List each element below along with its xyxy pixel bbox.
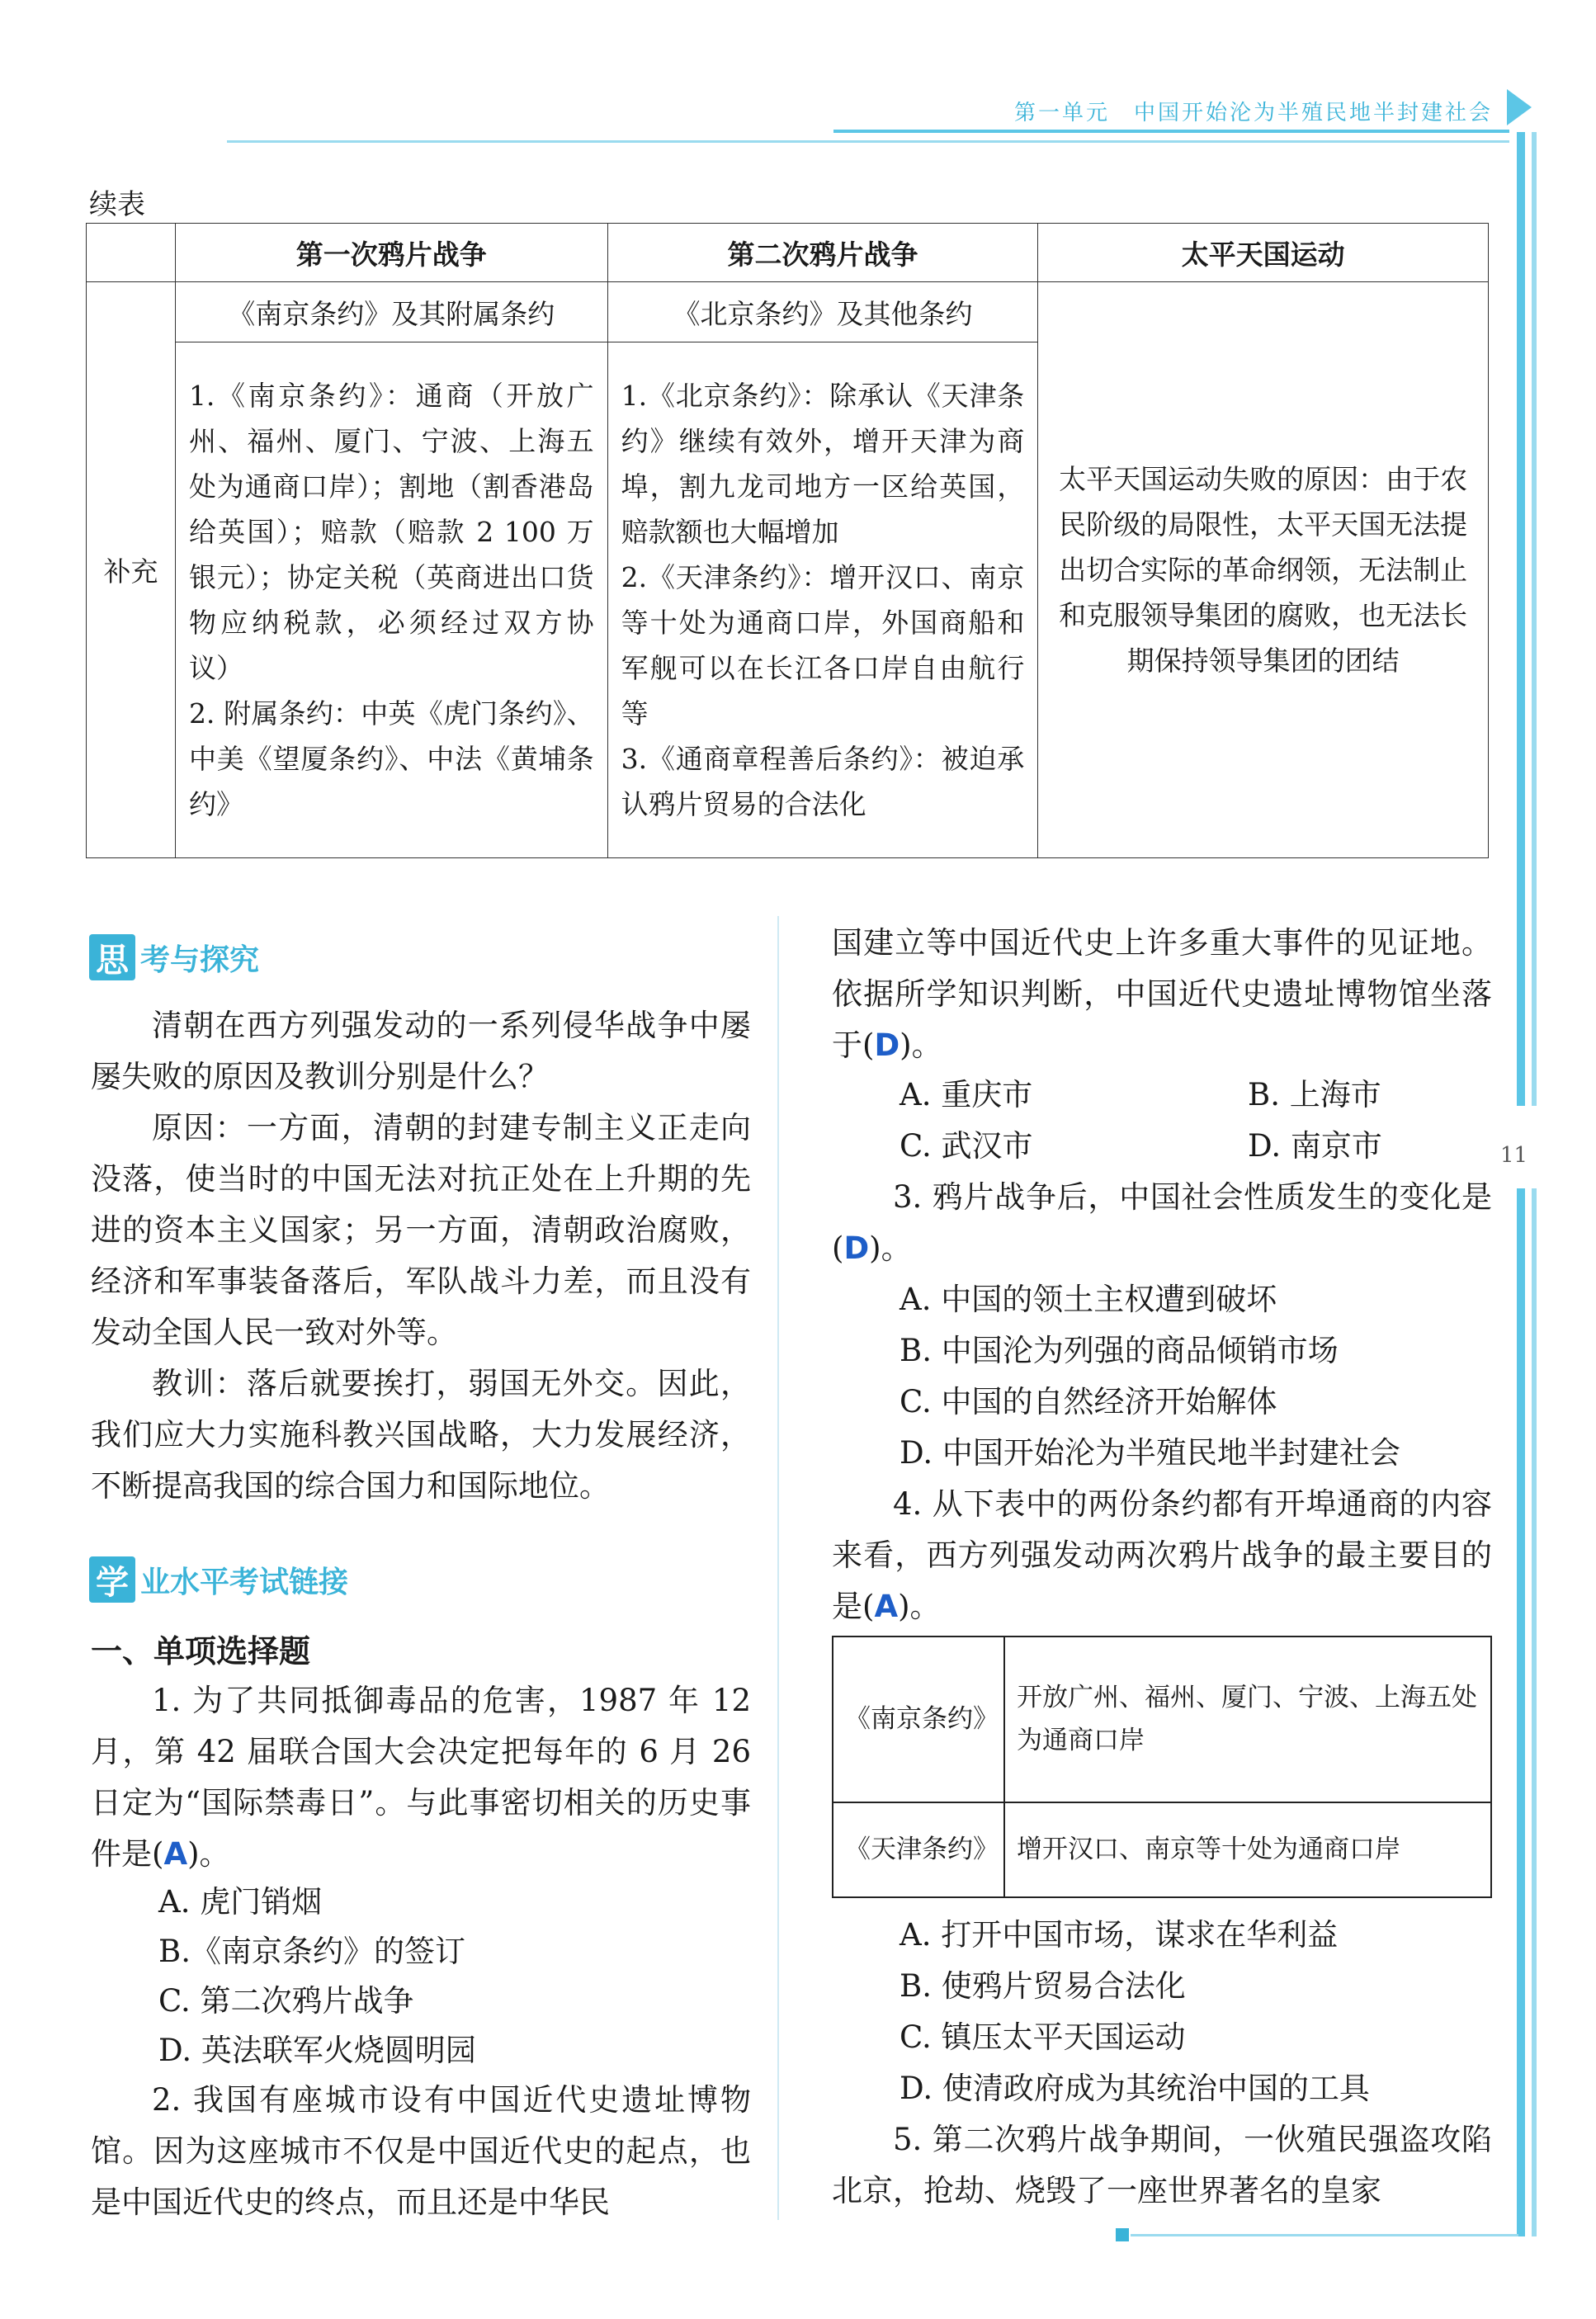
think-badge: 思: [89, 934, 135, 980]
first-war-cell: 1.《南京条约》：通商（开放广州、福州、厦门、宁波、上海五处为通商口岸）；割地（割香港岛给英国）；赔款（赔款 2 100 万银元）；协定关税（英商进出口货物应纳税款，必须经过双方协议） 2. 附属条约：中英《虎门条约》、中美《望厦条约》、中法《黄埔条约》: [175, 342, 607, 858]
second-war-cell: 1.《北京条约》：除承认《天津条约》继续有效外，增开天津为商埠，割九龙司地方一区给英国，赔款额也大幅增加 2.《天津条约》：增开汉口、南京等十处为通商口岸，外国商船和军舰可以在长江各口岸自由航行等 3.《通商章程善后条约》：被迫承认鸦片贸易的合法化: [607, 342, 1038, 858]
question-4: [832, 1479, 1492, 1632]
header-rule-secondary: [227, 140, 1509, 143]
exam-badge: 学: [89, 1556, 135, 1603]
table-corner: [87, 224, 176, 282]
think-reason: 原因：一方面，清朝的封建专制主义正走向没落，使当时的中国无法对抗正处在上升期的先进的资本主义国家；另一方面，清朝政治腐败，经济和军事装备落后，军队战斗力差，而且没有发动全国人民一致对外等。: [91, 1110, 751, 1350]
treaty-content: 增开汉口、南京等十处为通商口岸: [1004, 1802, 1491, 1897]
q2-option-c: C. 武汉市: [900, 1128, 1033, 1164]
question-2-stem: 国建立等中国近代史上许多重大事件的见证地。依据所学知识判断，中国近代史遗址博物馆坐落于(: [832, 925, 1492, 1063]
q4-option-d: D. 使清政府成为其统治中国的工具: [900, 2071, 1370, 2106]
question-4-answer: A: [874, 1589, 899, 1624]
question-1: [91, 1675, 751, 1880]
section-heading: 一、单项选择题: [91, 1633, 311, 1670]
question-2-continued: [832, 918, 1492, 1071]
side-bar-secondary: [1532, 132, 1537, 1106]
question-2-answer: D: [874, 1027, 900, 1063]
question-3: [832, 1172, 1492, 1274]
think-lesson: 教训：落后就要挨打，弱国无外交。因此，我们应大力实施科教兴国战略，大力发展经济，不断提高我国的综合国力和国际地位。: [91, 1366, 751, 1504]
q2-option-d: D. 南京市: [1248, 1128, 1382, 1164]
treaty-table: [832, 1636, 1492, 1898]
think-section-title: [89, 934, 259, 980]
page-header: [0, 0, 1596, 165]
question-1-answer: A: [163, 1836, 188, 1872]
taiping-cell: 太平天国运动失败的原因：由于农民阶级的局限性，太平天国无法提出切合实际的革命纲领，无法制止和克服领导集团的腐败，也无法长期保持领导集团的团结: [1038, 282, 1489, 858]
question-1-stem: 1. 为了共同抵御毒品的危害，1987 年 12 月，第 42 届联合国大会决定把每年的 6 月 26 日定为“国际禁毒日”。与此事密切相关的历史事件是(: [91, 1683, 751, 1872]
side-bar: [1517, 132, 1525, 1106]
treaty-name: 《南京条约》: [833, 1637, 1004, 1802]
q4-option-a: A. 打开中国市场，谋求在华利益: [900, 1917, 1339, 1953]
treaty-name: 《天津条约》: [833, 1802, 1004, 1897]
treaty-content: 开放广州、福州、厦门、宁波、上海五处为通商口岸: [1004, 1637, 1491, 1802]
column-header: 第二次鸦片战争: [607, 224, 1038, 282]
question-3-close: )。: [869, 1230, 912, 1266]
q3-option-b: B. 中国沦为列强的商品倾销市场: [900, 1333, 1339, 1368]
column-header: 太平天国运动: [1038, 224, 1489, 282]
question-1-close: )。: [187, 1836, 230, 1872]
question-5: 5. 第二次鸦片战争期间，一伙殖民强盗攻陷北京，抢劫、烧毁了一座世界著名的皇家: [832, 2122, 1492, 2208]
footer-rule: [1131, 2234, 1518, 2236]
exam-title: 业水平考试链接: [140, 1565, 349, 1599]
continued-label: 续表: [89, 188, 145, 221]
header-arrow-icon: [1507, 89, 1532, 125]
side-bar-lower: [1517, 1188, 1525, 2236]
q3-option-a: A. 中国的领土主权遭到破坏: [900, 1282, 1277, 1317]
question-3-stem: 3. 鸦片战争后，中国社会性质发生的变化是(: [832, 1179, 1492, 1266]
q4-option-c: C. 镇压太平天国运动: [900, 2019, 1186, 2055]
question-2-start: 2. 我国有座城市设有中国近代史遗址博物馆。因为这座城市不仅是中国近代史的起点，也是中国近代史的终点，而且还是中华民: [91, 2082, 751, 2220]
q1-option-d: D. 英法联军火烧圆明园: [158, 2033, 476, 2068]
question-4-stem: 4. 从下表中的两份条约都有开埠通商的内容来看，西方列强发动两次鸦片战争的最主要目的是(: [832, 1486, 1492, 1624]
page-number: 11: [1500, 1143, 1528, 1168]
q4-option-b: B. 使鸦片贸易合法化: [900, 1968, 1186, 2004]
q3-option-d: D. 中国开始沦为半殖民地半封建社会: [900, 1435, 1400, 1471]
q3-option-c: C. 中国的自然经济开始解体: [900, 1384, 1277, 1419]
side-bar-lower-secondary: [1532, 1188, 1537, 2236]
treaty-subheader: 《南京条约》及其附属条约: [175, 282, 607, 342]
q1-option-a: A. 虎门销烟: [158, 1884, 323, 1920]
column-header: 第一次鸦片战争: [175, 224, 607, 282]
q2-option-b: B. 上海市: [1248, 1077, 1381, 1112]
question-3-answer: D: [843, 1230, 870, 1266]
footer-square-icon: [1116, 2228, 1129, 2241]
column-divider: [777, 916, 779, 2220]
unit-title: 第一单元 中国开始沦为半殖民地半封建社会: [1013, 101, 1493, 125]
exam-section-title: [89, 1556, 348, 1603]
question-4-close: )。: [898, 1589, 941, 1624]
think-question: 清朝在西方列强发动的一系列侵华战争中屡屡失败的原因及教训分别是什么？: [91, 1008, 751, 1094]
q1-option-c: C. 第二次鸦片战争: [158, 1983, 414, 2019]
treaty-subheader: 《北京条约》及其他条约: [607, 282, 1038, 342]
question-2-close: )。: [900, 1027, 942, 1063]
row-label: 补充: [87, 282, 176, 858]
q1-option-b: B.《南京条约》的签订: [158, 1934, 465, 1969]
comparison-table: [86, 223, 1489, 858]
think-title: 考与探究: [140, 942, 260, 977]
q2-option-a: A. 重庆市: [900, 1077, 1033, 1112]
header-rule: [833, 130, 1509, 133]
